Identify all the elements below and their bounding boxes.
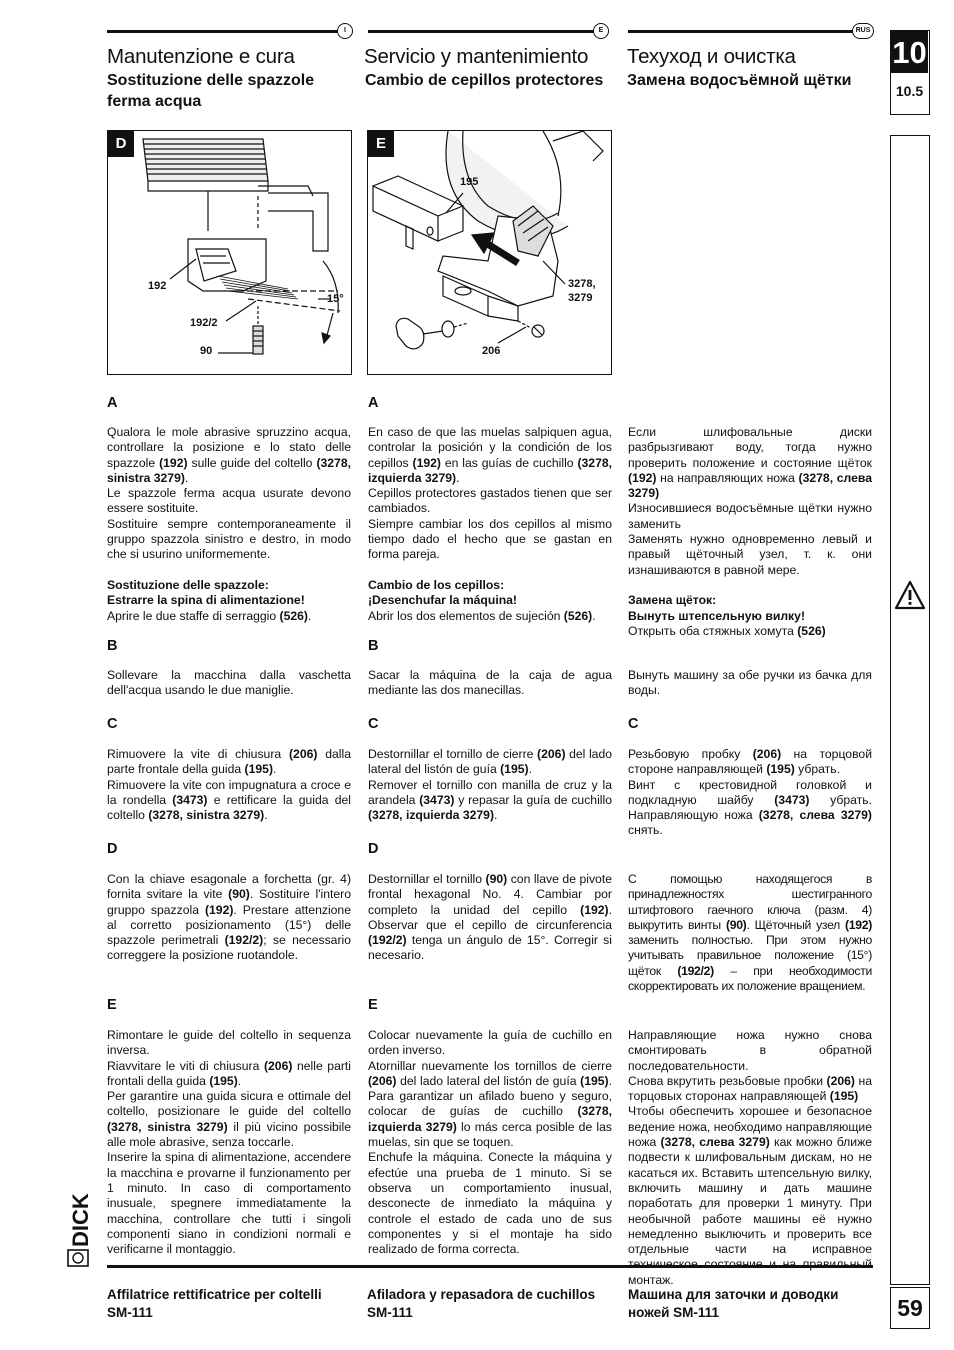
section-e-label-es: E: [368, 997, 378, 1013]
figure-e: [367, 130, 612, 375]
chapter-number: 10: [891, 31, 928, 73]
top-rule-ru: [628, 30, 854, 33]
page-subtitle-es: Cambio de cepillos protectores: [365, 72, 604, 89]
page-number: 59: [890, 1287, 930, 1329]
section-c-label-it: C: [107, 716, 118, 732]
figure-d: [107, 130, 352, 375]
section-a-text-es: En caso de que las muelas salpiquen agua, controlar la posición y la condición de los cepillos (192) en las guías de cuchillo (3278, izquierda 3279). Cepillos protectores gastados tienen que ser cambiados. Siempre cambiar los dos cepillos al mismo tiempo dado el hecho que se gastan en forma pareja. Cambio de los cepillos: ¡Desenchufar la máquina! Abrir los dos elementos de sujeción (526).: [368, 425, 613, 623]
section-d-text-ru: С помощью находящегося в принадлежностях шестигранного штифтового гаечного ключа (разм. 4) выкрутить винты (90). Щёточный узел (192) заменить полностью. При этом нужно учитывать правильное положение (15°) щёток (192/2) – при необходимости скорректировать их положение вращением.: [628, 872, 872, 994]
chapter-box: [890, 30, 930, 115]
footer-it: Affilatrice rettificatrice per coltelli SM-111: [107, 1287, 322, 1320]
lang-marker-es: E: [593, 23, 609, 39]
section-d-label-es: D: [368, 841, 379, 857]
section-e-label-it: E: [107, 997, 117, 1013]
bottom-rule: [107, 1265, 873, 1268]
footer-es: Afiladora y repasadora de cuchillos SM-111: [367, 1287, 596, 1320]
figure-d-tag: D: [108, 131, 134, 157]
section-d-label-it: D: [107, 841, 118, 857]
page-subtitle-ru: Замена водосъёмной щётки: [627, 72, 852, 89]
callout-195: 195: [460, 176, 479, 188]
lang-marker-it: I: [337, 23, 353, 39]
section-c-text-ru: Резьбовую пробку (206) на торцовой стороне направляющей (195) убрать. Винт с крестовидной головкой и подкладную шайбу (3473) убрать. Направляющую ножа (3278, слева 3279) снять.: [628, 747, 872, 838]
figure-e-drawing: [368, 131, 612, 375]
section-b-text-es: Sacar la máquina de la caja de agua mediante las dos manecillas.: [368, 668, 612, 698]
callout-192: 192: [148, 280, 167, 292]
callout-90: 90: [200, 345, 213, 357]
section-a-text-ru: Если шлифовальные диски разбрызгивают воду, тогда нужно проверить положение и состояние щёток (192) на направляющих ножа (3278, слева 3279) Износившиеся водосъёмные щётки нужно заменить Заменять нужно одновременно левый и правый щёточный узел, т. к. они изнашиваются в равной мере. Замена щёток: Вынуть штепсельную вилку! Открыть оба стяжных хомута (526): [628, 425, 872, 638]
warning-triangle-icon: [894, 579, 926, 611]
section-c-text-it: Rimuovere la vite di chiusura (206) dalla parte frontale della guida (195). Rimuovere la vite con impugnatura a croce e la rondella (3473) e rettificare la guida del coltello (3278, sinistra 3279).: [107, 747, 351, 823]
section-c-text-es: Destornillar el tornillo de cierre (206) del lado lateral del listón de guía (195). Remover el tornillo con manilla de cruz y la arandela (3473) y repasar la guía de cuchillo (3278, izquierda 3279).: [368, 747, 613, 823]
section-e-text-ru: Направляющие ножа нужно снова смонтировать в обратной последовательности. Снова вкрутить резьбовые пробки (206) на торцовых сторонах направляющей (195) Чтобы обеспечить хорошее и безопасное ведение ножа, необходимо направляющие ножа (3278, слева 3279) как можно ближе подвести к шлифовальным дискам, но не касаться их. Вставить штепсельную вилку, включить машину и дать машине поработать для проверки 1 минуту. При необычной работе машины её нужно немедленно выключить и проверить все отдельные части на исправное монтаж.: [628, 1028, 872, 1287]
section-b-label-es: B: [368, 638, 379, 654]
callout-15-degrees: 15°: [327, 293, 344, 305]
top-rule-it: [107, 30, 343, 33]
callout-206: 206: [482, 345, 501, 357]
section-d-text-it: Con la chiave esagonale a forchetta (gr. 4) fornita svitare la vite (90). Sostituire l'intero gruppo spazzola (192). Prestare attenzione al corretto posizionamento (15°) delle spazzole perimetrali (192/2); se necessario correggere la posizione ruotandole.: [107, 872, 352, 963]
dick-logo: [58, 1182, 98, 1267]
side-margin-box: [890, 135, 930, 1285]
page-title-it: Manutenzione e cura: [107, 45, 295, 68]
section-c-label-ru: C: [628, 716, 639, 732]
page-subtitle-it: Sostituzione delle spazzole ferma acqua: [107, 72, 315, 110]
figure-e-tag: E: [368, 131, 394, 157]
callout-3278-3279: 3278, 3279: [568, 278, 596, 304]
section-e-text-it: Rimontare le guide del coltello in sequenza inversa. Riavvitare le viti di chiusura (206) nelle parti frontali della guida (195). Per garantire una guida sicura e ottimale del coltello, posizionare le guide del coltello (3278, sinistra 3279) il più vicino possibile alle mole abrasive, senza toccarle. Inserire la spina di alimentazione, accendere la macchina e provarne il funzionamento per 1 minuto. In caso di comportamento inusuale, spegnere immediatamente la macchina, controllare che tutti i singoli componenti siano in condizioni normali e verificarne il montaggio.: [107, 1028, 351, 1257]
logo-text: DICK: [68, 1193, 93, 1247]
callout-192-2: 192/2: [190, 317, 218, 329]
section-b-text-it: Sollevare la macchina dalla vaschetta dell'acqua usando le due maniglie.: [107, 668, 351, 698]
footer-ru: Машина для заточки и доводки ножей SM-111: [628, 1287, 839, 1320]
page-title-ru: Техуход и очистка: [627, 45, 796, 68]
section-b-label-it: B: [107, 638, 118, 654]
lang-marker-ru: RUS: [852, 23, 874, 39]
section-a-label-es: A: [368, 395, 379, 411]
section-a-text-it: Qualora le mole abrasive spruzzino acqua, controllare la posizione e lo stato delle spazzole (192) sulle guide del coltello (3278, sinistra 3279). Le spazzole ferma acqua usurate devono essere sostituite. Sostituire sempre contemporaneamente il gruppo spazzola sinistro e destro, in modo che si usurino uniformemente. Sostituzione delle spazzole: Estrarre la spina di alimentazione! Aprire le due staffe di serraggio (526).: [107, 425, 351, 623]
section-d-text-es: Destornillar el tornillo (90) con llave de pivote frontal hexagonal No. 4. Cambiar por completo la unidad del cepillo (192). Observar que el cepillo de circunferencia (192/2) tenga un ángulo de 15°. Corregir si necesario.: [368, 872, 612, 963]
page-title-es: Servicio y mantenimiento: [364, 45, 589, 68]
section-e-text-es: Colocar nuevamente la guía de cuchillo en orden inverso. Atornillar nuevamente los tornillos de cierre (206) del lado lateral del listón de guía (195). Para garantizar un afilado bueno y seguro, colocar de guías de cuchillo (3278, izquierda 3279) lo más cerca posible de las muelas, sin que se toquen. Enchufe la máquina. Conecte la máquina y efectúe una prueba de 1 minuto. Si se observa un comportamiento inusual, desconecte de inmediato la máquina y controle el estado de cada uno de sus componentes y si el montaje ha sido realizado de forma correcta.: [368, 1028, 612, 1257]
figure-d-drawing: [108, 131, 352, 375]
top-rule-es: [368, 30, 594, 33]
section-b-text-ru: Вынуть машину за обе ручки из бачка для воды.: [628, 668, 872, 698]
section-a-label-it: A: [107, 395, 118, 411]
section-c-label-es: C: [368, 716, 379, 732]
chapter-subsection: 10.5: [895, 83, 924, 99]
